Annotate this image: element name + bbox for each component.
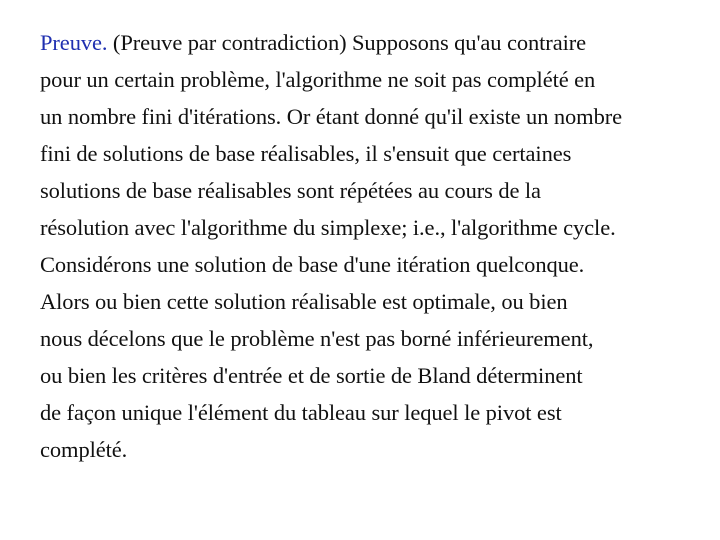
proof-line-9: nous décelons que le problème n'est pas borné inférieurement, bbox=[40, 326, 594, 351]
proof-line-8: Alors ou bien cette solution réalisable est optimale, ou bien bbox=[40, 289, 568, 314]
proof-label: Preuve. bbox=[40, 30, 108, 55]
proof-line-1 bbox=[40, 24, 700, 61]
proof-line-6: résolution avec l'algorithme du simplexe; i.e., l'algorithme cycle. bbox=[40, 215, 616, 240]
proof-line-5: solutions de base réalisables sont répétées au cours de la bbox=[40, 178, 541, 203]
proof-line-4: fini de solutions de base réalisables, il s'ensuit que certaines bbox=[40, 141, 572, 166]
proof-line-11: de façon unique l'élément du tableau sur lequel le pivot est bbox=[40, 400, 562, 425]
proof-line-2: pour un certain problème, l'algorithme ne soit pas complété en bbox=[40, 67, 596, 92]
proof-line-3: un nombre fini d'itérations. Or étant donné qu'il existe un nombre bbox=[40, 104, 623, 129]
proof-line-12: complété. bbox=[40, 437, 128, 462]
proof-line-10: ou bien les critères d'entrée et de sortie de Bland déterminent bbox=[40, 363, 583, 388]
proof-line-text: (Preuve par contradiction) Supposons qu'au contraire bbox=[107, 30, 587, 55]
proof-line-7: Considérons une solution de base d'une itération quelconque. bbox=[40, 252, 585, 277]
proof-paragraph bbox=[40, 24, 700, 468]
